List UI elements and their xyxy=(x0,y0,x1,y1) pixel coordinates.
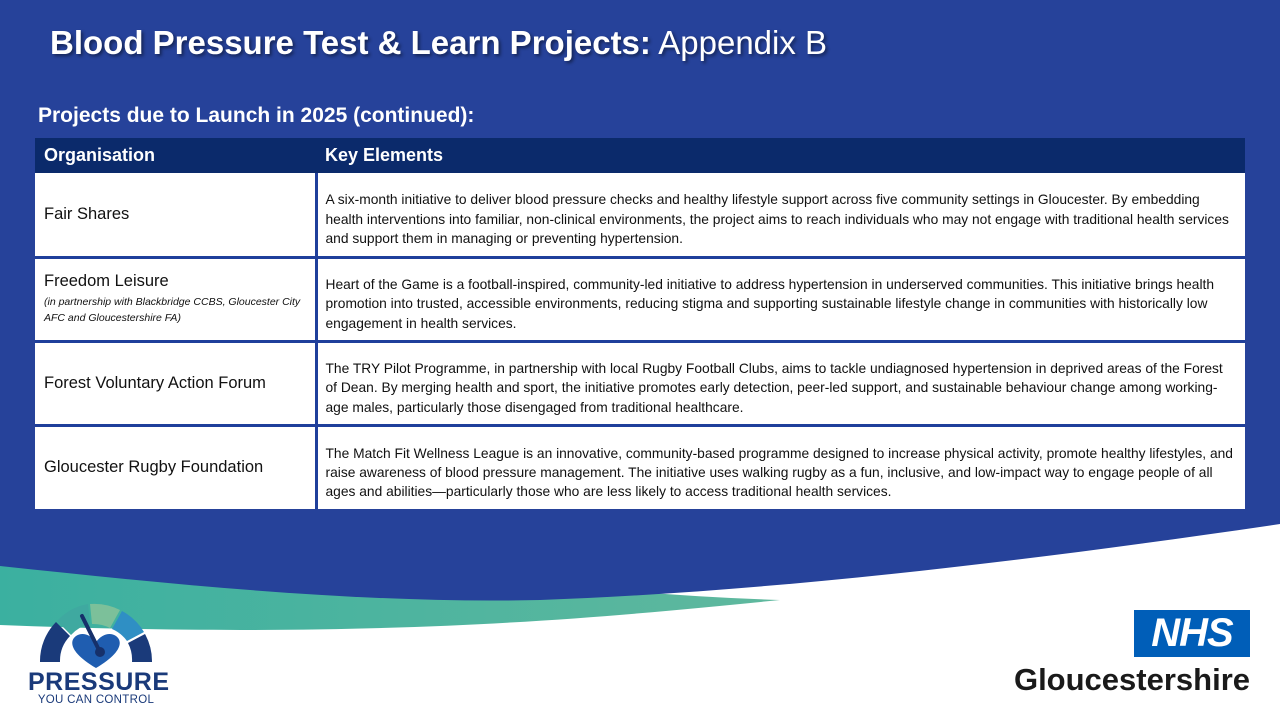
campaign-wordmark: PRESSURE xyxy=(28,668,170,696)
header-key-elements: Key Elements xyxy=(316,138,1245,173)
table-header-row xyxy=(35,138,1245,173)
organisation-name: Fair Shares xyxy=(44,204,130,223)
partnership-note: (in partnership with Blackbridge CCBS, Gloucester City AFC and Gloucestershire FA) xyxy=(44,296,301,324)
key-elements-cell: A six-month initiative to deliver blood pressure checks and healthy lifestyle support across five community settings in Gloucester. By embedding health interventions into familiar, non-clinical environments, the project aims to reach individuals who may not engage with traditional health services and support them in managing or preventing hypertension. xyxy=(316,173,1245,257)
key-elements-cell: The TRY Pilot Programme, in partnership with local Rugby Football Clubs, aims to tackle undiagnosed hypertension in deprived areas of the Forest of Dean. By merging health and sport, the initiative promotes early detection, peer-led support, and sustainable behaviour change among working-age males, particularly those disengaged from traditional healthcare. xyxy=(316,341,1245,425)
organisation-name: Freedom Leisure xyxy=(44,272,169,290)
title-appendix: Appendix B xyxy=(650,24,828,61)
section-subtitle: Projects due to Launch in 2025 (continued): xyxy=(38,104,475,127)
table-row xyxy=(35,425,1245,509)
table-row xyxy=(35,173,1245,257)
nhs-region-name: Gloucestershire xyxy=(1013,662,1250,697)
pressure-you-can-control-logo xyxy=(28,596,170,710)
gauge-heart-icon xyxy=(32,596,160,672)
organisation-name: Forest Voluntary Action Forum xyxy=(44,373,266,392)
header-organisation: Organisation xyxy=(35,138,316,173)
campaign-tagline: YOU CAN CONTROL xyxy=(37,694,155,706)
organisation-cell xyxy=(35,341,316,425)
table-row xyxy=(35,257,1245,341)
nhs-logo: NHS xyxy=(1134,610,1250,657)
organisation-cell xyxy=(35,425,316,509)
key-elements-cell: The Match Fit Wellness League is an innovative, community-based programme designed to increase physical activity, promote healthy lifestyles, and raise awareness of blood pressure management. The initiative uses walking rugby as a fun, inclusive, and low-impact way to engage people of all ages and abilities—particularly those who are less likely to access traditional health services. xyxy=(316,425,1245,509)
organisation-name: Gloucester Rugby Foundation xyxy=(44,458,264,477)
organisation-cell xyxy=(35,257,316,341)
title-main: Blood Pressure Test & Learn Projects: xyxy=(50,24,651,61)
projects-table xyxy=(35,138,1245,509)
slide-title xyxy=(50,24,827,62)
key-elements-cell: Heart of the Game is a football-inspired, community-led initiative to address hypertension in underserved communities. This initiative brings health promotion into trusted, accessible environments, reducing stigma and supporting sustainable lifestyle change in communities with historically low engagement in health services. xyxy=(316,257,1245,341)
organisation-cell xyxy=(35,173,316,257)
table-row xyxy=(35,341,1245,425)
